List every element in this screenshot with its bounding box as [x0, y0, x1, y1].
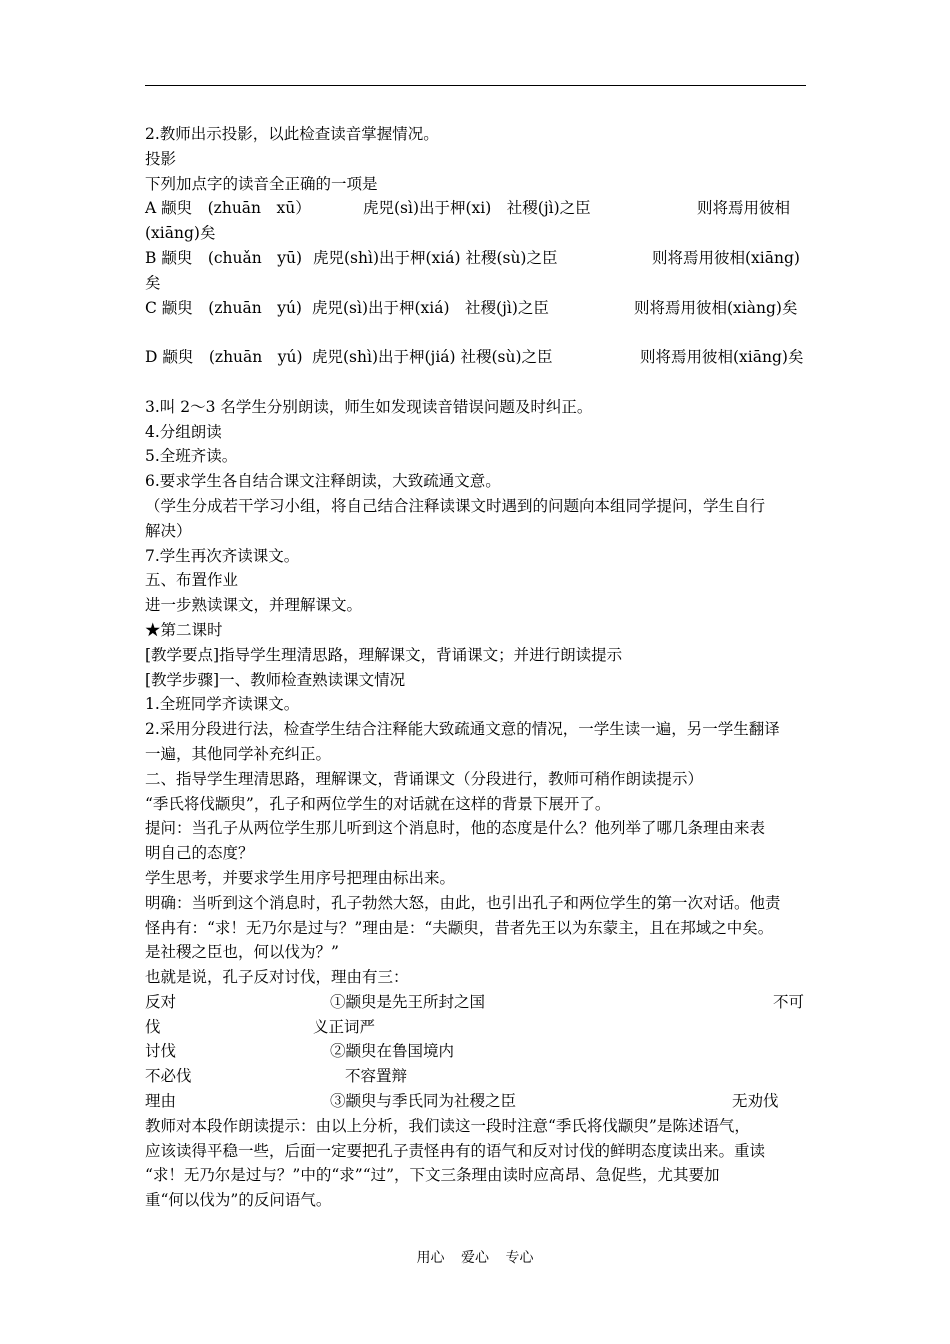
- reason-row: [145, 1015, 807, 1040]
- text-line: 学生思考，并要求学生用序号把理由标出来。: [145, 868, 456, 887]
- reason-row-item: ①颛臾是先王所封之国: [330, 992, 486, 1011]
- text-line: 解决）: [145, 521, 192, 540]
- text-line: （学生分成若干学习小组，将自己结合注释读课文时遇到的问题向本组同学提问，学生自行: [145, 496, 766, 515]
- text-line: 1.全班同学齐读课文。: [145, 695, 300, 714]
- reason-row-label: 不必伐: [145, 1067, 192, 1086]
- option-a-mid: 虎兕(sì)出于柙(xi) 社稷(jì)之臣: [363, 199, 591, 218]
- option-b-word: B 颛臾 (chuǎn yū): [145, 248, 303, 267]
- reason-row: [145, 990, 807, 1015]
- reason-row-label: 反对: [145, 992, 177, 1011]
- option-d-line: [145, 345, 807, 370]
- reason-row-note: 义正词严: [313, 1017, 376, 1036]
- text-line: “季氏将伐颛臾”，孔子和两位学生的对话就在这样的背景下展开了。: [145, 794, 611, 813]
- footer-text: 专心: [505, 1250, 534, 1266]
- page-footer: [0, 1246, 950, 1270]
- reason-row-item: ③颛臾与季氏同为社稷之臣: [330, 1092, 517, 1111]
- footer-text: 用心: [416, 1250, 445, 1266]
- text-line: 投影: [145, 149, 177, 168]
- footer-text: 爱心: [461, 1250, 489, 1266]
- option-c-mid: 虎兕(sì)出于柙(xiá) 社稷(jì)之臣: [312, 298, 549, 317]
- text-line: 一遍，其他同学补充纠正。: [145, 744, 332, 763]
- blank-line: [145, 370, 807, 395]
- option-c-line: [145, 296, 807, 321]
- reason-row: [145, 1039, 807, 1064]
- option-b-line: [145, 246, 807, 271]
- text-line: 5.全班齐读。: [145, 447, 238, 466]
- option-c-word: C 颛臾 (zhuān yú): [145, 298, 302, 317]
- text-line: 下列加点字的读音全正确的一项是: [145, 174, 378, 193]
- option-d-mid: 虎兕(shì)出于柙(jiá) 社稷(sù)之臣: [312, 348, 553, 367]
- text-line: 进一步熟读课文，并理解课文。: [145, 596, 363, 615]
- option-a-end: 则将焉用彼相: [697, 199, 791, 218]
- text-line: 矣: [145, 273, 161, 292]
- reason-row-label: 讨伐: [145, 1042, 177, 1061]
- reason-row-label: 伐: [145, 1017, 161, 1036]
- document-body: [145, 122, 807, 1213]
- text-line: 怪冉有：“求！无乃尔是过与？”理由是：“夫颛臾，昔者先王以为东蒙主，且在邦域之中矣。: [145, 918, 774, 937]
- text-line: [教学要点]指导学生理清思路，理解课文，背诵课文；并进行朗读提示: [145, 645, 623, 664]
- option-b-end: 则将焉用彼相(xiāng): [652, 248, 800, 267]
- option-a-line: [145, 196, 807, 221]
- reason-row-note: 无劝伐: [732, 1092, 779, 1111]
- text-line: 应该读得平稳一些，后面一定要把孔子责怪冉有的语气和反对讨伐的鲜明态度读出来。重读: [145, 1141, 766, 1160]
- text-line: “求！无乃尔是过与？”中的“求”“过”，下文三条理由读时应高昂、急促些，尤其要加: [145, 1166, 720, 1185]
- reason-row: [145, 1064, 807, 1089]
- option-b-mid: 虎兕(shì)出于柙(xiá) 社稷(sù)之臣: [313, 248, 558, 267]
- blank-line: [145, 320, 807, 345]
- text-line: [教学步骤]一、教师检查熟读课文情况: [145, 670, 406, 689]
- option-c-end: 则将焉用彼相(xiàng)矣: [634, 298, 798, 317]
- text-line: 明确：当听到这个消息时，孔子勃然大怒，由此，也引出孔子和两位学生的第一次对话。他责: [145, 893, 781, 912]
- section-heading: 五、布置作业: [145, 571, 239, 590]
- text-line: 是社稷之臣也，何以伐为？”: [145, 943, 339, 962]
- option-d-word: D 颛臾 (zhuān yú): [145, 348, 303, 367]
- text-line: 2.采用分段进行法，检查学生结合注释能大致疏通文意的情况，一学生读一遍，另一学生翻译: [145, 720, 780, 739]
- text-line: 3.叫 2～3 名学生分别朗读，师生如发现读音错误问题及时纠正。: [145, 397, 593, 416]
- text-line: 6.要求学生各自结合课文注释朗读，大致疏通文意。: [145, 472, 501, 491]
- reason-row-note: 不容置辩: [345, 1067, 408, 1086]
- text-line: 2.教师出示投影，以此检查读音掌握情况。: [145, 125, 439, 143]
- text-line: 重“何以伐为”的反问语气。: [145, 1191, 332, 1210]
- reason-row: [145, 1089, 807, 1114]
- text-line: 二、指导学生理清思路，理解课文，背诵课文（分段进行，教师可稍作朗读提示）: [145, 769, 704, 788]
- section-heading: ★第二课时: [145, 620, 223, 639]
- reason-row-note: 不可: [773, 992, 805, 1011]
- option-a-word: A 颛臾 (zhuān xū）: [145, 199, 311, 218]
- option-d-end: 则将焉用彼相(xiāng)矣: [640, 348, 804, 367]
- text-line: 4.分组朗读: [145, 422, 222, 441]
- text-line: 7.学生再次齐读课文。: [145, 546, 300, 565]
- text-line: 也就是说，孔子反对讨伐，理由有三：: [145, 968, 409, 987]
- reason-row-label: 理由: [145, 1092, 177, 1111]
- text-line: (xiāng)矣: [145, 224, 216, 243]
- text-line: 提问：当孔子从两位学生那儿听到这个消息时，他的态度是什么？他列举了哪几条理由来表: [145, 819, 766, 838]
- header-rule: [145, 85, 806, 86]
- text-line: 教师对本段作朗读提示：由以上分析，我们读这一段时注意“季氏将伐颛臾”是陈述语气，: [145, 1116, 750, 1135]
- reason-row-item: ②颛臾在鲁国境内: [330, 1042, 455, 1061]
- text-line: 明自己的态度？: [145, 844, 254, 863]
